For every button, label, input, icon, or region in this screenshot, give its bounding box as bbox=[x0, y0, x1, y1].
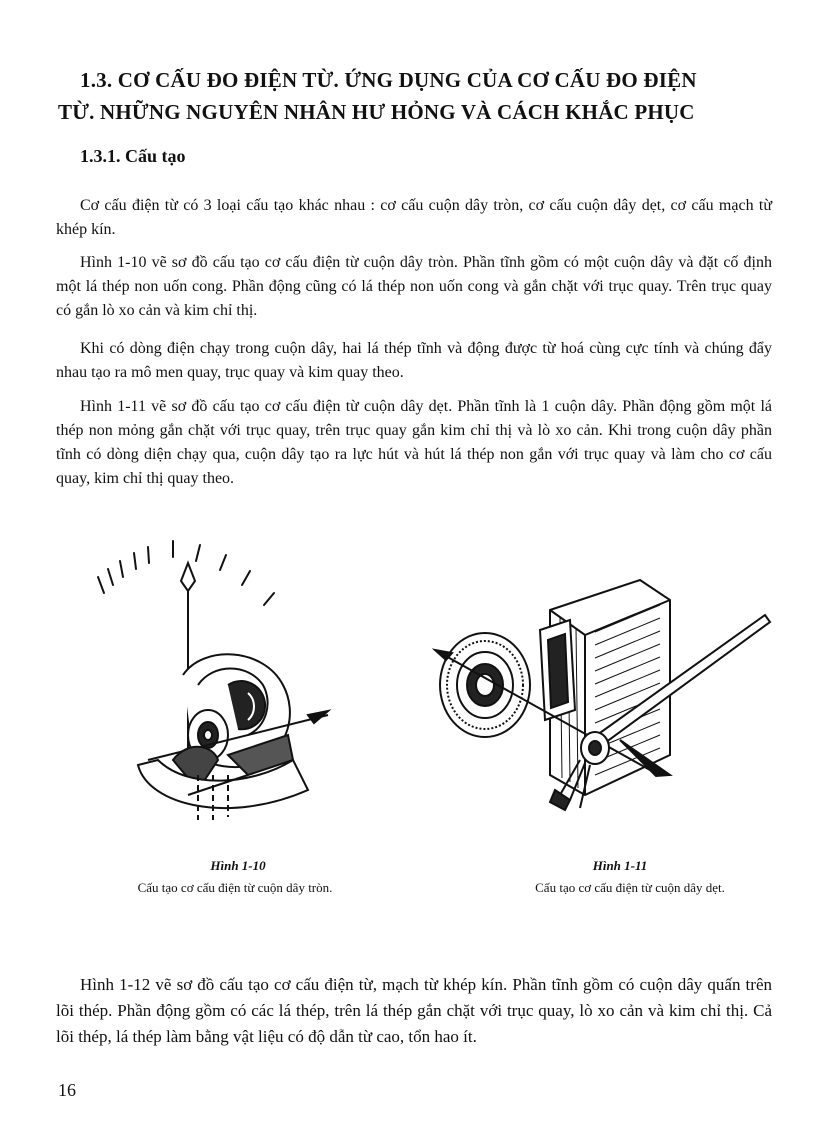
figure-round-coil-mechanism bbox=[78, 535, 398, 835]
paragraph-types: Cơ cấu điện từ có 3 loại cấu tạo khác nhau : cơ cấu cuộn dây tròn, cơ cấu cuộn dây dẹt, cơ cấu mạch từ khép kín. bbox=[56, 197, 772, 238]
figure-flat-coil-mechanism bbox=[420, 560, 780, 840]
damper-spring bbox=[440, 633, 530, 737]
paragraph-closed-magnetic-circuit: Hình 1-12 vẽ sơ đồ cấu tạo cơ cấu điện từ, mạch từ khép kín. Phần tĩnh gồm có cuộn dây quấn trên lõi thép. Phần động gồm có các lá thép, trên lá thép gắn chặt với trục quay, lò xo cản và kim chỉ thị. Cả lõi thép, lá thép làm bằng vật liệu có độ dẫn từ cao, tổn hao ít. bbox=[56, 975, 772, 1046]
section-heading-line-2: TỪ. NHỮNG NGUYÊN NHÂN HƯ HỎNG VÀ CÁCH KHẮC PHỤC bbox=[58, 100, 695, 124]
paragraph-flat-coil: Hình 1-11 vẽ sơ đồ cấu tạo cơ cấu điện từ cuộn dây dẹt. Phần tĩnh là 1 cuộn dây. Phần động gồm một lá thép non mỏng gắn chặt với trục quay, trên trục quay gắn kim chỉ thị và lò xo cản. Khi trong cuộn dây phần tĩnh có dòng diện chạy qua, cuộn dây tạo ra lực hút và hút lá thép non gắn với trục quay và làm cho cơ cấu quay, kim chỉ thị quay theo. bbox=[56, 398, 772, 487]
figure-10-title: Hình 1-10 bbox=[210, 858, 266, 873]
section-heading bbox=[58, 64, 778, 128]
round-coil-body bbox=[138, 654, 328, 820]
paragraph-round-coil: Hình 1-10 vẽ sơ đồ cấu tạo cơ cấu điện từ cuộn dây tròn. Phần tĩnh gồm có một cuộn dây và đặt cố định một lá thép non uốn cong. Phần động cũng có lá thép non uốn cong và gắn chặt với trục quay. Trên trục quay có gắn lò xo cản và kim chỉ thị. bbox=[56, 254, 772, 319]
figure-11-caption: Cấu tạo cơ cấu điện từ cuộn dây dẹt. bbox=[535, 880, 725, 895]
paragraph-operation: Khi có dòng điện chạy trong cuộn dây, hai lá thép tĩnh và động được từ hoá cùng cực tính và chúng đẩy nhau tạo ra mô men quay, trục quay và kim quay theo. bbox=[56, 340, 772, 381]
figure-10-caption: Cấu tạo cơ cấu điện từ cuộn dây tròn. bbox=[137, 880, 333, 895]
subsection-title: 1.3.1. Cấu tạo bbox=[80, 146, 186, 166]
page-number: 16 bbox=[58, 1080, 76, 1100]
section-heading-line-1: 1.3. CƠ CẤU ĐO ĐIỆN TỪ. ỨNG DỤNG CỦA CƠ CẤU ĐO ĐIỆN bbox=[80, 68, 697, 92]
figure-11-title: Hình 1-11 bbox=[592, 858, 648, 873]
